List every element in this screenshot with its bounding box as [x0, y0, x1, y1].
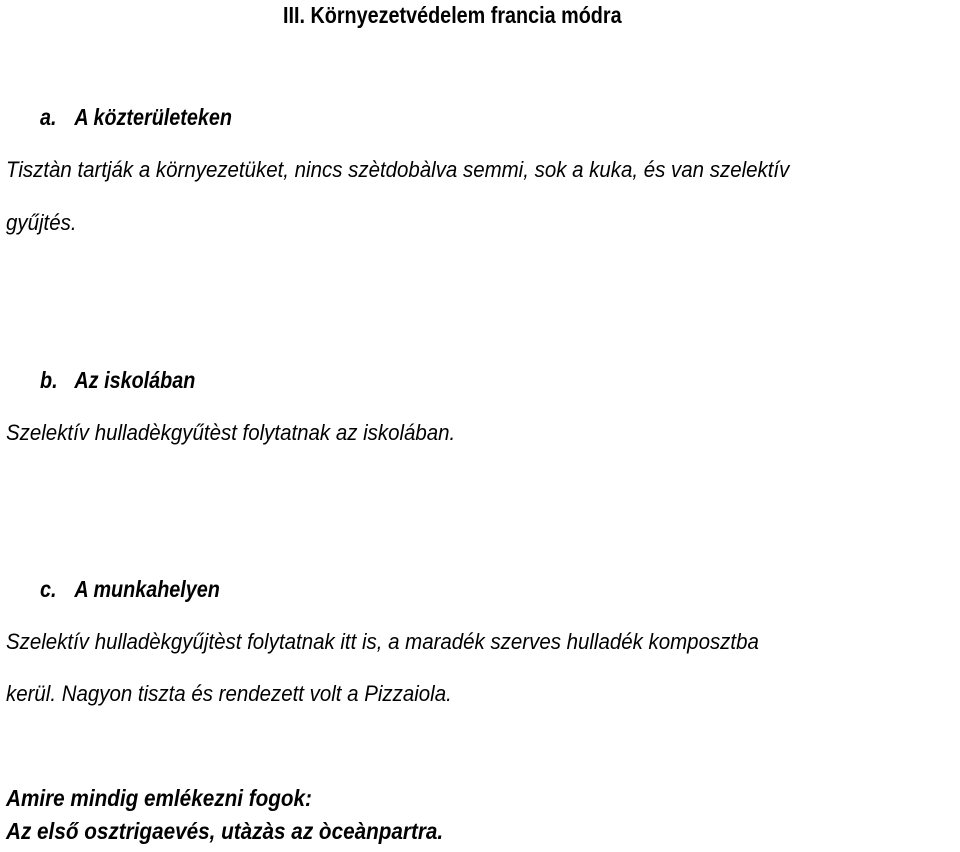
- paragraph-line: Tisztàn tartják a környezetüket, nincs szètdobàlva semmi, sok a kuka, és van szelektív: [6, 157, 790, 182]
- section-heading-b: [40, 369, 195, 392]
- section-marker: b.: [40, 367, 58, 393]
- section-heading-c: [40, 578, 220, 601]
- section-marker: c.: [40, 576, 57, 602]
- paragraph-line: Szelektív hulladèkgyűjtèst folytatnak itt is, a maradék szerves hulladék komposztba: [6, 629, 759, 654]
- closing-text: Az első osztrigaevés, utàzàs az òceànpartra.: [6, 818, 444, 844]
- closing-heading: Amire mindig emlékezni fogok:: [6, 785, 312, 811]
- paragraph-line: kerül. Nagyon tiszta és rendezett volt a Pizzaiola.: [6, 681, 452, 706]
- paragraph-line: Szelektív hulladèkgyűtèst folytatnak az iskolában.: [6, 420, 456, 445]
- section-heading-text: Az iskolában: [74, 367, 196, 393]
- section-heading-text: A közterületeken: [74, 104, 232, 130]
- section-heading-a: [40, 106, 232, 129]
- section-marker: a.: [40, 104, 57, 130]
- paragraph-line: gyűjtés.: [6, 210, 77, 235]
- section-heading-text: A munkahelyen: [74, 576, 220, 602]
- page-title: III. Környezetvédelem francia módra: [283, 2, 622, 28]
